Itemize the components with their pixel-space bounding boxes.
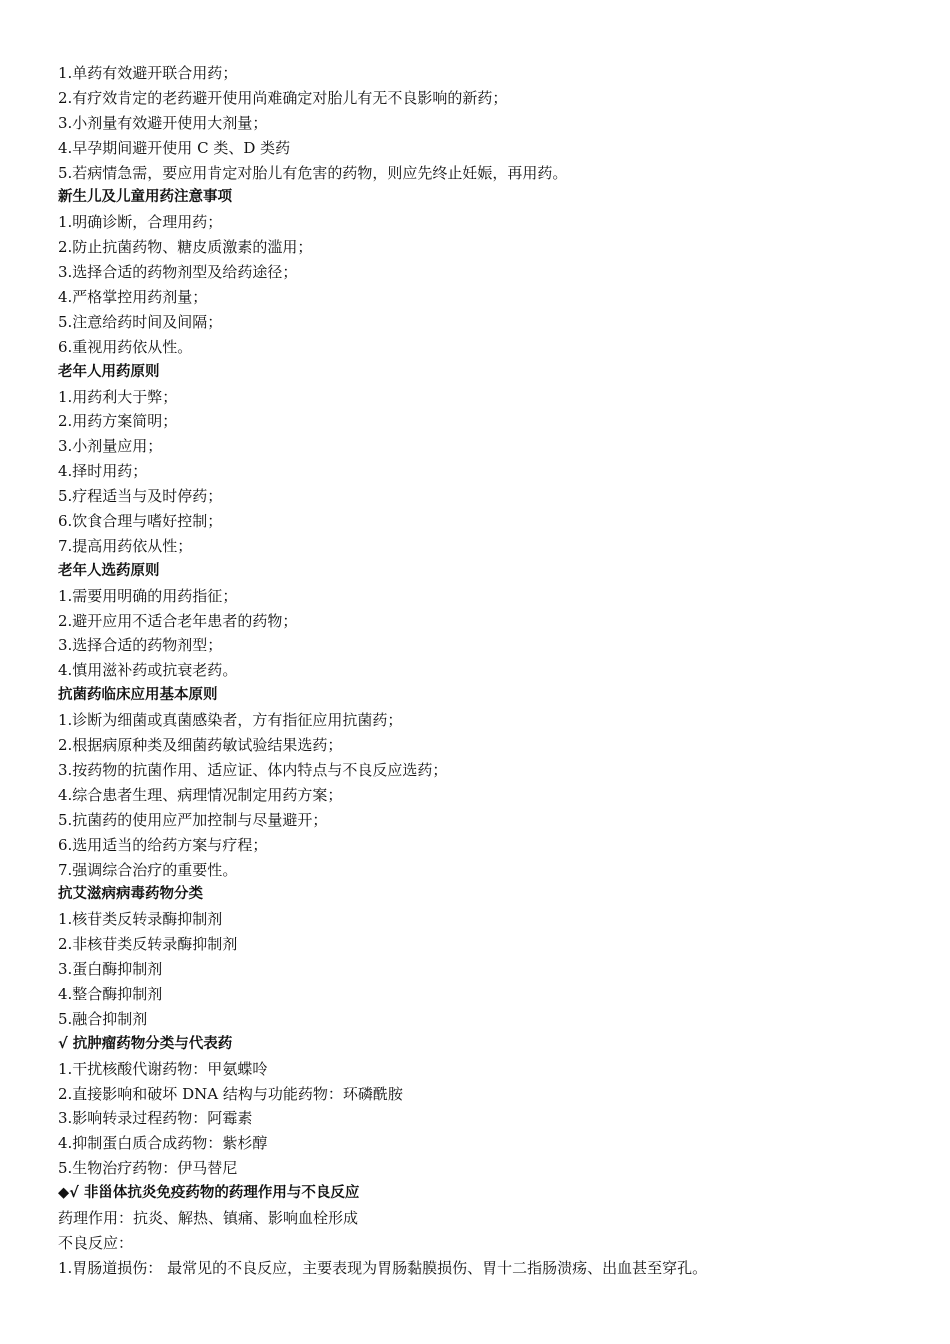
list-item: 4.早孕期间避开使用 C 类、D 类药 [58, 138, 291, 157]
list-item: 4.择时用药； [58, 462, 148, 481]
list-item: 药理作用：抗炎、解热、镇痛、影响血栓形成 [58, 1208, 359, 1227]
list-item: 6.饮食合理与嗜好控制； [58, 512, 223, 531]
list-item: 4.综合患者生理、病理情况制定用药方案； [58, 785, 343, 804]
list-item: 2.避开应用不适合老年患者的药物； [58, 611, 298, 630]
list-item: 3.蛋白酶抑制剂 [58, 960, 163, 979]
list-item: 2.根据病原种类及细菌药敏试验结果选药； [58, 736, 343, 755]
list-item: 2.直接影响和破坏 DNA 结构与功能药物：环磷酰胺 [58, 1084, 403, 1103]
list-item: 5.注意给药时间及间隔； [58, 312, 223, 331]
list-item: 1.胃肠道损伤： 最常见的不良反应，主要表现为胃肠黏膜损伤、胃十二指肠溃疡、出血甚至穿孔。 [58, 1258, 708, 1277]
list-item: 2.非核苷类反转录酶抑制剂 [58, 935, 238, 954]
list-item: 1.明确诊断，合理用药； [58, 213, 223, 232]
list-item: 6.重视用药依从性。 [58, 337, 193, 356]
list-item: 1.诊断为细菌或真菌感染者，方有指征应用抗菌药； [58, 711, 403, 730]
list-item: 1.核苷类反转录酶抑制剂 [58, 910, 223, 929]
list-item: 6.选用适当的给药方案与疗程； [58, 835, 268, 854]
list-item: 4.整合酶抑制剂 [58, 984, 163, 1003]
list-item: 7.强调综合治疗的重要性。 [58, 860, 238, 879]
list-item: 3.按药物的抗菌作用、适应证、体内特点与不良反应选药； [58, 760, 448, 779]
list-item: 4.抑制蛋白质合成药物：紫杉醇 [58, 1134, 268, 1153]
list-item: 1.用药利大于弊； [58, 387, 178, 406]
list-item: 5.生物治疗药物：伊马替尼 [58, 1159, 238, 1178]
list-item: 7.提高用药依从性； [58, 536, 193, 555]
list-item: 1.干扰核酸代谢药物：甲氨蝶呤 [58, 1059, 268, 1078]
list-item: 5.疗程适当与及时停药； [58, 487, 223, 506]
list-item: 3.选择合适的药物剂型； [58, 636, 223, 655]
list-item: 5.抗菌药的使用应严加控制与尽量避开； [58, 810, 328, 829]
list-item: 2.有疗效肯定的老药避开使用尚难确定对胎儿有无不良影响的新药； [58, 88, 508, 107]
section-heading: ◆√ 非甾体抗炎免疫药物的药理作用与不良反应 [58, 1185, 360, 1202]
list-item: 1.需要用明确的用药指征； [58, 586, 238, 605]
list-item: 4.严格掌控用药剂量； [58, 288, 208, 307]
list-item: 1.单药有效避开联合用药； [58, 64, 238, 82]
section-heading: √ 抗肿瘤药物分类与代表药 [58, 1035, 233, 1052]
list-item: 3.选择合适的药物剂型及给药途径； [58, 263, 298, 282]
list-item: 4.慎用滋补药或抗衰老药。 [58, 661, 238, 680]
section-heading: 抗菌药临床应用基本原则 [58, 687, 218, 704]
section-heading: 老年人选药原则 [58, 562, 160, 579]
list-item: 2.防止抗菌药物、糖皮质激素的滥用； [58, 238, 313, 257]
section-heading: 抗艾滋病病毒药物分类 [58, 886, 203, 903]
list-item: 5.若病情急需，要应用肯定对胎儿有危害的药物，则应先终止妊娠，再用药。 [58, 163, 568, 182]
list-item: 3.小剂量有效避开使用大剂量； [58, 113, 268, 132]
section-heading: 老年人用药原则 [58, 363, 160, 380]
list-item: 3.影响转录过程药物：阿霉素 [58, 1109, 253, 1128]
list-item: 3.小剂量应用； [58, 437, 163, 456]
section-heading: 新生儿及儿童用药注意事项 [58, 189, 232, 206]
list-item: 5.融合抑制剂 [58, 1009, 148, 1028]
list-item: 2.用药方案简明； [58, 412, 178, 431]
list-item: 不良反应： [58, 1233, 134, 1252]
document-body [58, 61, 918, 1281]
